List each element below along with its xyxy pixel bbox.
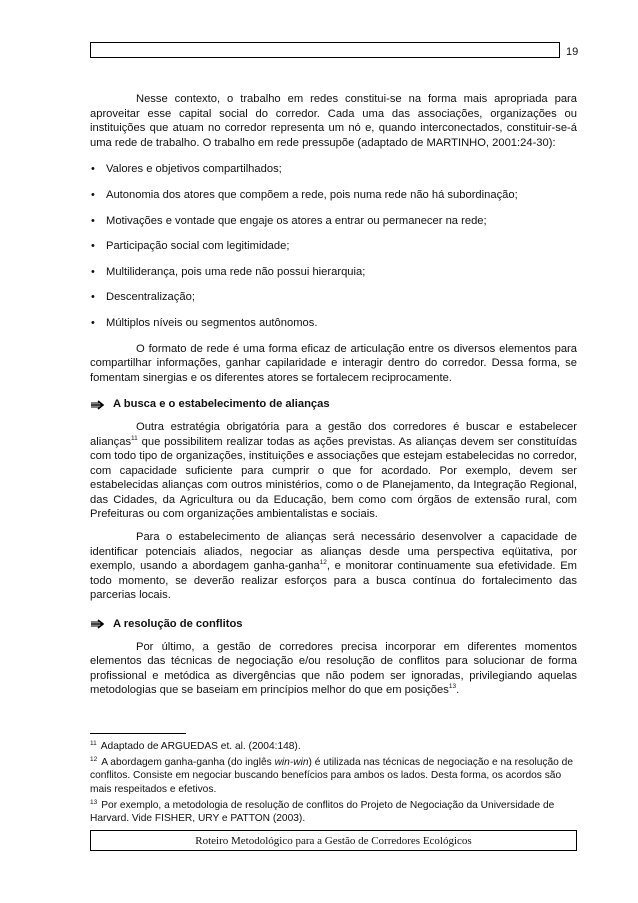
footnote: $^{11}$ Adaptado de ARGUEDAS et. al. (2004:148). bbox=[90, 740, 301, 752]
paragraph-alliances: Outra estratégia obrigatória para a gestão dos corredores é buscar e estabelecer alianças$^{11}$ que possibilitem realizar todas as ações previstas. As alianças devem ser constituídas com todo tipo de organizações, instituições e associações que estejam estabelecidas no corredor, com capacidade suficiente para cumprir o que for acordado. Por exemplo, devem ser estabelecidas alianças com outros ministérios, como o de Planejamento, da Integração Regional, das Cidades, da Agricultura ou da Educação, bem como com órgãos de extensão rural, com Prefeituras ou com organizações ambientalistas e sociais. bbox=[90, 420, 577, 521]
list-item: • Autonomia dos atores que compõem a rede, pois numa rede não há subordinação; bbox=[91, 188, 518, 201]
footnote: $^{12}$ A abordagem ganha-ganha (do inglês win-win) é utilizada nas técnicas de negociação e na resolução de conflitos. Consiste em negociar buscando benefícios para ambos os lados. Desta forma, os acordos são mais respeitados e efetivos. bbox=[90, 756, 574, 795]
footnote-ref: 11 bbox=[131, 434, 138, 442]
section-heading-alliances: A busca e o estabelecimento de alianças bbox=[90, 397, 577, 412]
footer-title: Roteiro Metodológico para a Gestão de Corredores Ecológicos bbox=[195, 834, 472, 847]
list-item: • Valores e objetivos compartilhados; bbox=[91, 163, 282, 176]
list-item: • Multiliderança, pois uma rede não possui hierarquia; bbox=[91, 265, 366, 278]
list-item: • Participação social com legitimidade; bbox=[91, 240, 290, 253]
bullet-icon: • bbox=[91, 316, 95, 329]
list-item: • Descentralização; bbox=[91, 291, 195, 304]
footnote-ref: 12 bbox=[319, 559, 327, 567]
arrow-right-icon bbox=[90, 618, 106, 630]
bullet-icon: • bbox=[91, 214, 95, 227]
paragraph-alliance-capacity: Para o estabelecimento de alianças será necessário desenvolver a capacidade de identificar potenciais aliados, negociar as alianças desde uma perspectiva eqüitativa, por exemplo, usando a abordagem ganha-ganha$^{12}$, e monitorar continuamente sua efetividade. Em todo momento, se deverão realizar esforços para a busca contínua do fortalecimento das parcerias locais. bbox=[90, 531, 577, 602]
bullet-icon: • bbox=[91, 265, 95, 278]
footnote-ref: 13 bbox=[448, 683, 457, 691]
bullet-icon: • bbox=[91, 291, 95, 304]
bullet-icon: • bbox=[91, 240, 95, 253]
bullet-icon: • bbox=[91, 163, 95, 176]
footnote-separator bbox=[90, 733, 186, 734]
main-content bbox=[90, 92, 577, 698]
footer-title-box bbox=[90, 830, 577, 851]
arrow-right-icon bbox=[90, 399, 106, 411]
paragraph-intro: Nesse contexto, o trabalho em redes constitui-se na forma mais apropriada para aproveitar esse capital social do corredor. Cada uma das associações, organizações ou instituições que atuam no corredor representa um nó e, quando interconectados, constituir-se-á uma rede de trabalho. O trabalho em rede pressupõe (adaptado de MARTINHO, 2001:24-30): bbox=[90, 93, 577, 149]
paragraph-conflicts: Por último, a gestão de corredores precisa incorporar em diferentes momentos elementos das técnicas de negociação e/ou resolução de conflitos para solucionar de forma profissional e metódica as divergências que não podem ser ignoradas, privilegiando aquelas metodologias que se baseiam em princípios melhor do que em posições$^{13}$. bbox=[90, 640, 577, 697]
principles-list bbox=[90, 162, 577, 330]
section-heading-conflicts: A resolução de conflitos bbox=[90, 617, 577, 632]
list-item: • Motivações e vontade que engaje os atores a entrar ou permanecer na rede; bbox=[91, 214, 487, 227]
list-item: • Múltiplos níveis ou segmentos autônomos. bbox=[91, 316, 318, 329]
bullet-icon: • bbox=[91, 188, 95, 201]
header-rule-box bbox=[90, 42, 560, 58]
footnote: $^{13}$ Por exemplo, a metodologia de resolução de conflitos do Projeto de Negociação da Universidade de Harvard. Vide FISHER, URY e PATTON (2003). bbox=[90, 798, 555, 825]
paragraph-network-format: O formato de rede é uma forma eficaz de articulação entre os diversos elementos para compartilhar informações, ganhar capilaridade e interagir dentro do corredor. Dessa forma, se fomentam sinergias e os diferentes atores se fortalecem reciprocamente. bbox=[90, 342, 577, 384]
page-number: 19 bbox=[566, 46, 579, 58]
footnotes bbox=[90, 737, 577, 825]
